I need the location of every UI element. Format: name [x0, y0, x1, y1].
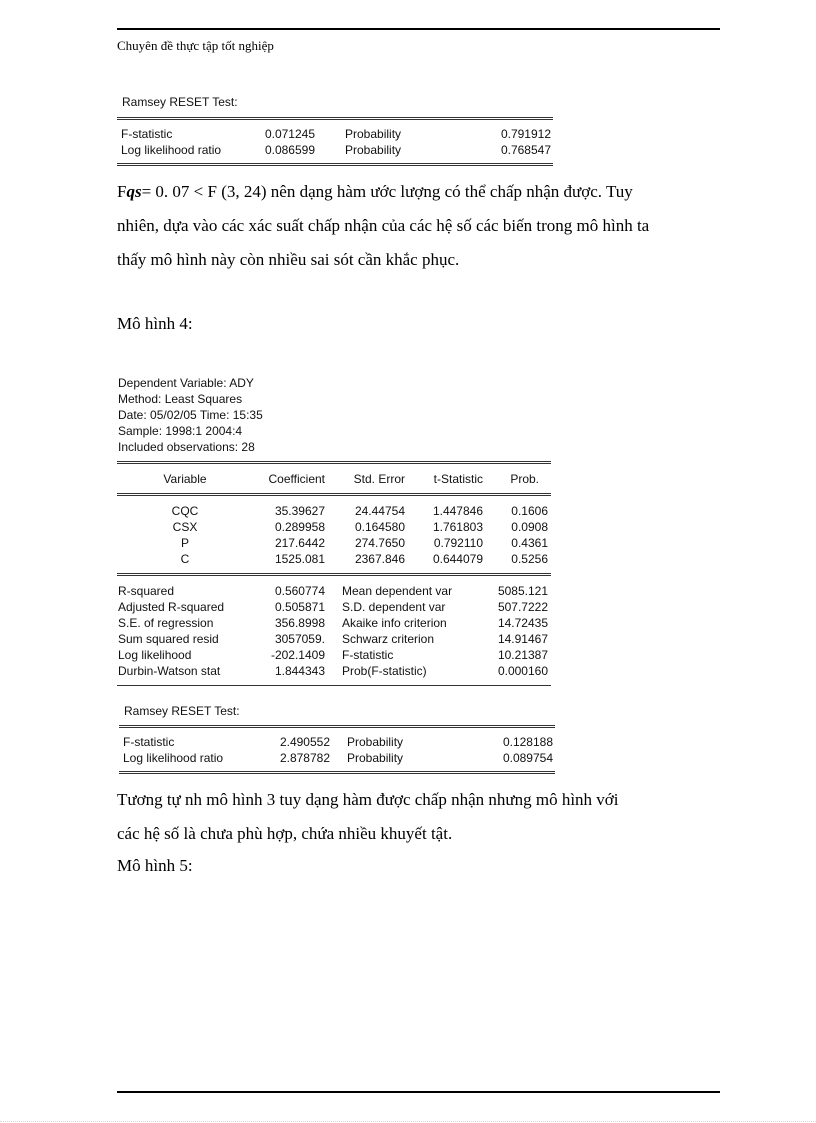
cell-t-statistic: 1.761803	[432, 520, 483, 534]
cell-std-error: 2367.846	[354, 552, 405, 566]
stat-value: 0.505871	[274, 600, 325, 614]
paragraph-line: thấy mô hình này còn nhiều sai sót cần khắc phục.	[117, 250, 460, 269]
f-symbol: F	[117, 182, 127, 201]
cell-t-statistic: 0.644079	[432, 552, 483, 566]
table-divider	[117, 163, 553, 166]
stat-label: Durbin-Watson stat	[118, 664, 221, 678]
table-divider	[117, 573, 551, 576]
reset-row-label: Log likelihood ratio	[121, 143, 222, 157]
cell-variable: CSX	[172, 520, 198, 534]
stat-label: Sum squared resid	[118, 632, 219, 646]
paragraph-line	[117, 182, 633, 202]
cell-variable: CQC	[171, 504, 199, 518]
cell-prob: 0.0908	[511, 520, 548, 534]
reset-row-value: 0.086599	[264, 143, 315, 157]
reset-row-prob: 0.089754	[502, 751, 553, 765]
regression-meta: Date: 05/02/05 Time: 15:35	[118, 408, 263, 422]
stat-value: -202.1409	[270, 648, 325, 662]
table-divider	[119, 771, 555, 774]
reset-row-prob: 0.768547	[500, 143, 551, 157]
reset-row-prob: 0.128188	[502, 735, 553, 749]
stat-value: 5085.121	[497, 584, 548, 598]
f-subscript: qs	[126, 182, 142, 201]
reset-row-label: F-statistic	[123, 735, 175, 749]
stat-value: 0.000160	[497, 664, 548, 678]
paragraph-line: các hệ số là chưa phù hợp, chứa nhiều khuyết tật.	[117, 824, 453, 843]
cell-t-statistic: 1.447846	[432, 504, 483, 518]
cell-t-statistic: 0.792110	[433, 536, 483, 550]
stat-label: Adjusted R-squared	[118, 600, 225, 614]
stat-label: Mean dependent var	[342, 584, 453, 598]
table-divider	[117, 493, 551, 496]
reset-row-label: Log likelihood ratio	[123, 751, 224, 765]
paragraph-text: = 0. 07 < F (3, 24) nên dạng hàm ước lượng có thể chấp nhận được. Tuy	[141, 182, 633, 201]
stat-value: 14.72435	[497, 616, 548, 630]
stat-value: 0.560774	[274, 584, 325, 598]
page-edge	[0, 1121, 816, 1122]
cell-std-error: 0.164580	[354, 520, 405, 534]
column-header: Prob.	[510, 472, 539, 486]
cell-std-error: 24.44754	[354, 504, 405, 518]
page-header: Chuyên đề thực tập tốt nghiệp	[117, 38, 274, 53]
table-divider	[117, 461, 551, 464]
stat-value: 356.8998	[274, 616, 325, 630]
reset-row-prob: 0.791912	[500, 127, 551, 141]
paragraph-line: nhiên, dựa vào các xác suất chấp nhận của các hệ số các biến trong mô hình ta	[117, 216, 650, 235]
cell-coefficient: 217.6442	[274, 536, 325, 550]
stat-label: R-squared	[118, 584, 175, 598]
table-divider	[117, 685, 551, 686]
reset-row-value: 0.071245	[264, 127, 315, 141]
reset-row-prob-label: Probability	[347, 751, 404, 765]
table-divider	[117, 117, 553, 120]
stat-label: Akaike info criterion	[342, 616, 447, 630]
reset-title: Ramsey RESET Test:	[122, 95, 238, 109]
cell-variable: C	[180, 552, 190, 566]
regression-meta: Sample: 1998:1 2004:4	[118, 424, 243, 438]
cell-variable: P	[180, 536, 189, 550]
column-header: Variable	[163, 472, 207, 486]
cell-prob: 0.1606	[511, 504, 548, 518]
stat-label: Prob(F-statistic)	[342, 664, 427, 678]
cell-coefficient: 1525.081	[274, 552, 325, 566]
reset-row-value: 2.490552	[279, 735, 330, 749]
cell-coefficient: 35.39627	[274, 504, 325, 518]
stat-value: 14.91467	[497, 632, 548, 646]
reset-row-value: 2.878782	[279, 751, 330, 765]
regression-meta: Method: Least Squares	[118, 392, 243, 406]
stat-label: S.D. dependent var	[342, 600, 446, 614]
table-divider	[119, 725, 555, 728]
section-heading: Mô hình 5:	[117, 856, 193, 875]
stat-label: F-statistic	[342, 648, 394, 662]
stat-value: 507.7222	[497, 600, 548, 614]
paragraph-line: Tương tự nh mô hình 3 tuy dạng hàm được chấp nhận nhưng mô hình với	[117, 790, 619, 809]
regression-meta: Included observations: 28	[118, 440, 255, 454]
reset-title: Ramsey RESET Test:	[124, 704, 240, 718]
stat-label: S.E. of regression	[118, 616, 214, 630]
stat-value: 1.844343	[274, 664, 325, 678]
reset-row-label: F-statistic	[121, 127, 173, 141]
stat-value: 10.21387	[497, 648, 548, 662]
reset-row-prob-label: Probability	[345, 143, 402, 157]
reset-row-prob-label: Probability	[347, 735, 404, 749]
stat-label: Schwarz criterion	[342, 632, 435, 646]
header-rule	[117, 28, 720, 30]
stat-value: 3057059.	[274, 632, 325, 646]
column-header: Coefficient	[268, 472, 325, 486]
cell-prob: 0.4361	[511, 536, 548, 550]
footer-rule	[117, 1091, 720, 1093]
column-header: t-Statistic	[433, 472, 483, 486]
stat-label: Log likelihood	[118, 648, 192, 662]
column-header: Std. Error	[353, 472, 405, 486]
cell-prob: 0.5256	[511, 552, 548, 566]
cell-std-error: 274.7650	[354, 536, 405, 550]
cell-coefficient: 0.289958	[274, 520, 325, 534]
section-heading: Mô hình 4:	[117, 314, 193, 333]
reset-row-prob-label: Probability	[345, 127, 402, 141]
regression-meta: Dependent Variable: ADY	[118, 376, 254, 390]
